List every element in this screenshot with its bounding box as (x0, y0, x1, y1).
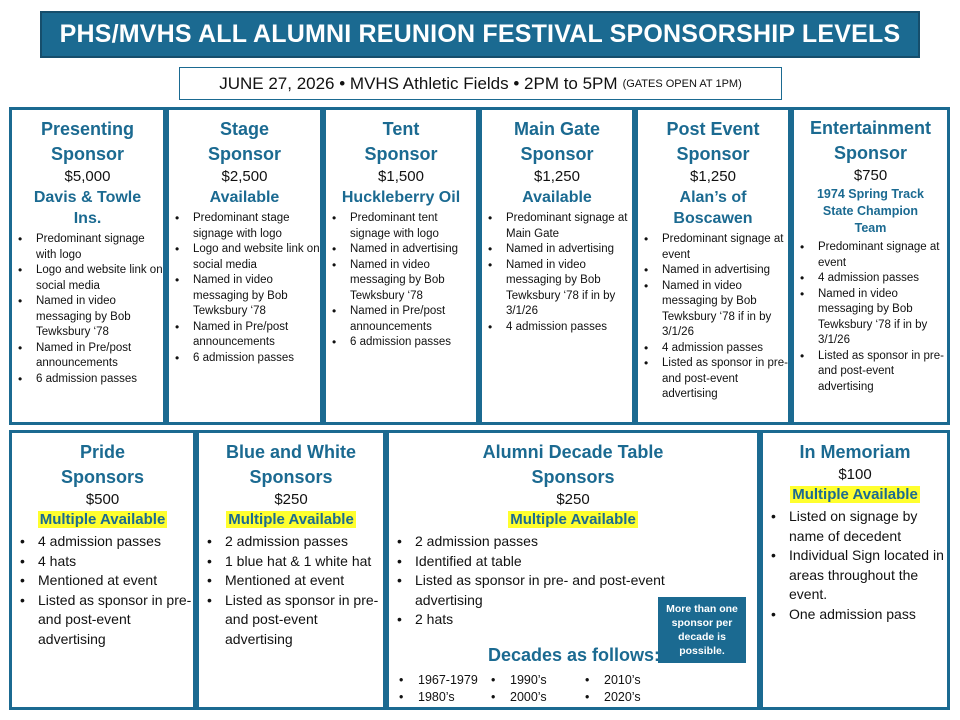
benefit-item: • Named in video messaging by Bob Tewksbury ‘78 (12, 294, 163, 341)
benefit-item: • One admission pass (763, 605, 947, 625)
benefit-item: • Named in video messaging by Bob Tewksbury ‘78 if in by 3/1/26 (794, 287, 947, 349)
benefit-item: • Named in Pre/post announcements (12, 341, 163, 372)
benefit-item: • Predominant stage signage with logo (169, 211, 320, 242)
benefit-item: • 1 blue hat & 1 white hat (199, 552, 383, 572)
benefit-item: • Predominant signage at event (794, 240, 947, 271)
benefit-item: • Named in video messaging by Bob Tewksbury ‘78 if in by 3/1/26 (482, 258, 632, 320)
benefit-list (638, 232, 788, 403)
tier-card-alumni-decade (386, 430, 760, 710)
tier-title: Sponsor (207, 144, 281, 164)
tier-price: $1,500 (378, 168, 424, 185)
tier-price: $1,250 (534, 168, 580, 185)
availability-badge: Multiple Available (792, 486, 918, 503)
benefit-item: • Listed as sponsor in pre- and post-event advertising (199, 591, 383, 650)
tier-card-stage (166, 107, 323, 425)
benefit-item: • Named in advertising (326, 242, 476, 258)
availability-badge: Multiple Available (510, 511, 636, 528)
benefit-item: • Named in advertising (638, 263, 788, 279)
benefit-item: • 4 hats (12, 552, 193, 572)
tier-sponsor: Boscawen (673, 210, 753, 227)
benefit-item: • Listed as sponsor in pre- and post-event advertising (638, 356, 788, 403)
benefit-item: • Listed as sponsor in pre- and post-event advertising (794, 349, 947, 396)
tier-price: $5,000 (64, 168, 111, 185)
tier-title: Blue and White (226, 442, 356, 462)
tier-title: Stage (219, 119, 270, 139)
tier-price: $100 (838, 466, 872, 483)
benefit-list (12, 532, 193, 649)
tier-sponsor: Available (209, 189, 280, 206)
tier-sponsor: Team (854, 221, 887, 235)
page-title-banner (40, 11, 920, 58)
tier-title: Tent (382, 119, 420, 139)
tier-title: Pride (79, 442, 126, 462)
gates-note: (GATES OPEN AT 1PM) (622, 77, 742, 90)
benefit-item: • 4 admission passes (12, 532, 193, 552)
tier-card-presenting (9, 107, 166, 425)
availability-badge: Multiple Available (228, 511, 354, 528)
tier-sponsor: Available (522, 189, 592, 206)
benefit-list (763, 507, 947, 624)
tier-title: Post Event (666, 119, 760, 139)
tier-title: Sponsor (520, 144, 594, 164)
decades-column (487, 672, 547, 706)
benefit-item: • Listed as sponsor in pre- and post-event advertising (12, 591, 193, 650)
benefit-item: • Predominant tent signage with logo (326, 211, 476, 242)
benefit-item: • Named in Pre/post announcements (326, 304, 476, 335)
event-details (179, 67, 782, 100)
benefit-item: • 2 admission passes (199, 532, 383, 552)
benefit-list (169, 211, 320, 366)
tier-title: Sponsor (676, 144, 750, 164)
decade-item: • 1967-1979 (395, 672, 478, 689)
page-title: PHS/MVHS ALL ALUMNI REUNION FESTIVAL SPONSORSHIP LEVELS (59, 20, 901, 48)
tier-title: Alumni Decade Table (482, 442, 664, 462)
tier-card-post-event (635, 107, 791, 425)
decades-column (395, 672, 478, 706)
benefit-item: • Predominant signage at event (638, 232, 788, 263)
tier-title: In Memoriam (799, 442, 911, 462)
benefit-item: • Predominant signage with logo (12, 232, 163, 263)
tier-price: $250 (556, 491, 590, 508)
tier-sponsor: Alan’s of (679, 189, 747, 206)
decade-item: • 2010’s (581, 672, 641, 689)
tier-sponsor: Davis & Towle (33, 189, 142, 206)
benefit-list (482, 211, 632, 335)
tier-title: Main Gate (513, 119, 601, 139)
benefit-item: • Predominant signage at Main Gate (482, 211, 632, 242)
tier-title: Sponsor (833, 143, 907, 163)
tier-title: Sponsor (364, 144, 438, 164)
tier-card-pride (9, 430, 196, 710)
benefit-item: • 6 admission passes (169, 351, 320, 367)
tier-card-main-gate (479, 107, 635, 425)
benefit-list (794, 240, 947, 395)
benefit-item: • 6 admission passes (326, 335, 476, 351)
benefit-item: • Named in video messaging by Bob Tewksbury ‘78 (326, 258, 476, 305)
tier-title: Sponsors (60, 467, 144, 487)
benefit-item: • 4 admission passes (794, 271, 947, 287)
tier-card-tent (323, 107, 479, 425)
benefit-list (199, 532, 383, 649)
benefit-item: • 6 admission passes (12, 372, 163, 388)
tier-card-entertainment (791, 107, 950, 425)
benefit-list (326, 211, 476, 351)
benefit-item: • Mentioned at event (199, 571, 383, 591)
benefit-item: • Logo and website link on social media (169, 242, 320, 273)
tier-title: Presenting (40, 119, 135, 139)
benefit-item: • Logo and website link on social media (12, 263, 163, 294)
decade-item: • 2000’s (487, 689, 547, 706)
decades-column (581, 672, 641, 706)
tier-sponsor: 1974 Spring Track (816, 187, 924, 201)
tier-title: Entertainment (809, 118, 932, 138)
tier-card-blue-white (196, 430, 386, 710)
decade-item: • 2020’s (581, 689, 641, 706)
event-line: JUNE 27, 2026 • MVHS Athletic Fields • 2PM to 5PM (219, 73, 618, 93)
tier-card-in-memoriam (760, 430, 950, 710)
benefit-list (12, 232, 163, 387)
benefit-item: • Named in video messaging by Bob Tewksbury ‘78 (169, 273, 320, 320)
tier-title: Sponsor (50, 144, 124, 164)
decade-note: More than one sponsor per decade is possible. (658, 597, 746, 663)
tier-price: $750 (853, 167, 888, 184)
benefit-item: • 4 admission passes (638, 341, 788, 357)
benefit-item: • Identified at table (389, 552, 709, 572)
tier-price: $500 (85, 491, 120, 508)
decade-item: • 1980’s (395, 689, 478, 706)
benefit-item: • 2 admission passes (389, 532, 709, 552)
benefit-item: • Mentioned at event (12, 571, 193, 591)
tier-sponsor: State Champion (822, 204, 919, 218)
benefit-item: • Named in video messaging by Bob Tewksbury ‘78 if in by 3/1/26 (638, 279, 788, 341)
tier-sponsor: Ins. (73, 210, 102, 227)
benefit-item: • Named in advertising (482, 242, 632, 258)
benefit-item: • Listed as sponsor in pre- and post-event advertising (389, 571, 709, 610)
tier-price: $2,500 (221, 168, 268, 185)
availability-badge: Multiple Available (39, 511, 166, 528)
decade-item: • 1990’s (487, 672, 547, 689)
benefit-item: • Individual Sign located in areas throughout the event. (763, 546, 947, 605)
tier-price: $1,250 (690, 168, 736, 185)
tier-price: $250 (274, 491, 308, 508)
tier-title: Sponsors (249, 467, 333, 487)
decades-title: Decades as follows: (487, 645, 661, 665)
tier-title: Sponsors (531, 467, 615, 487)
benefit-item: • Named in Pre/post announcements (169, 320, 320, 351)
benefit-item: • 2 hats (389, 610, 709, 630)
tier-sponsor: Huckleberry Oil (341, 189, 461, 206)
benefit-item: • 4 admission passes (482, 320, 632, 336)
benefit-item: • Listed on signage by name of decedent (763, 507, 947, 546)
